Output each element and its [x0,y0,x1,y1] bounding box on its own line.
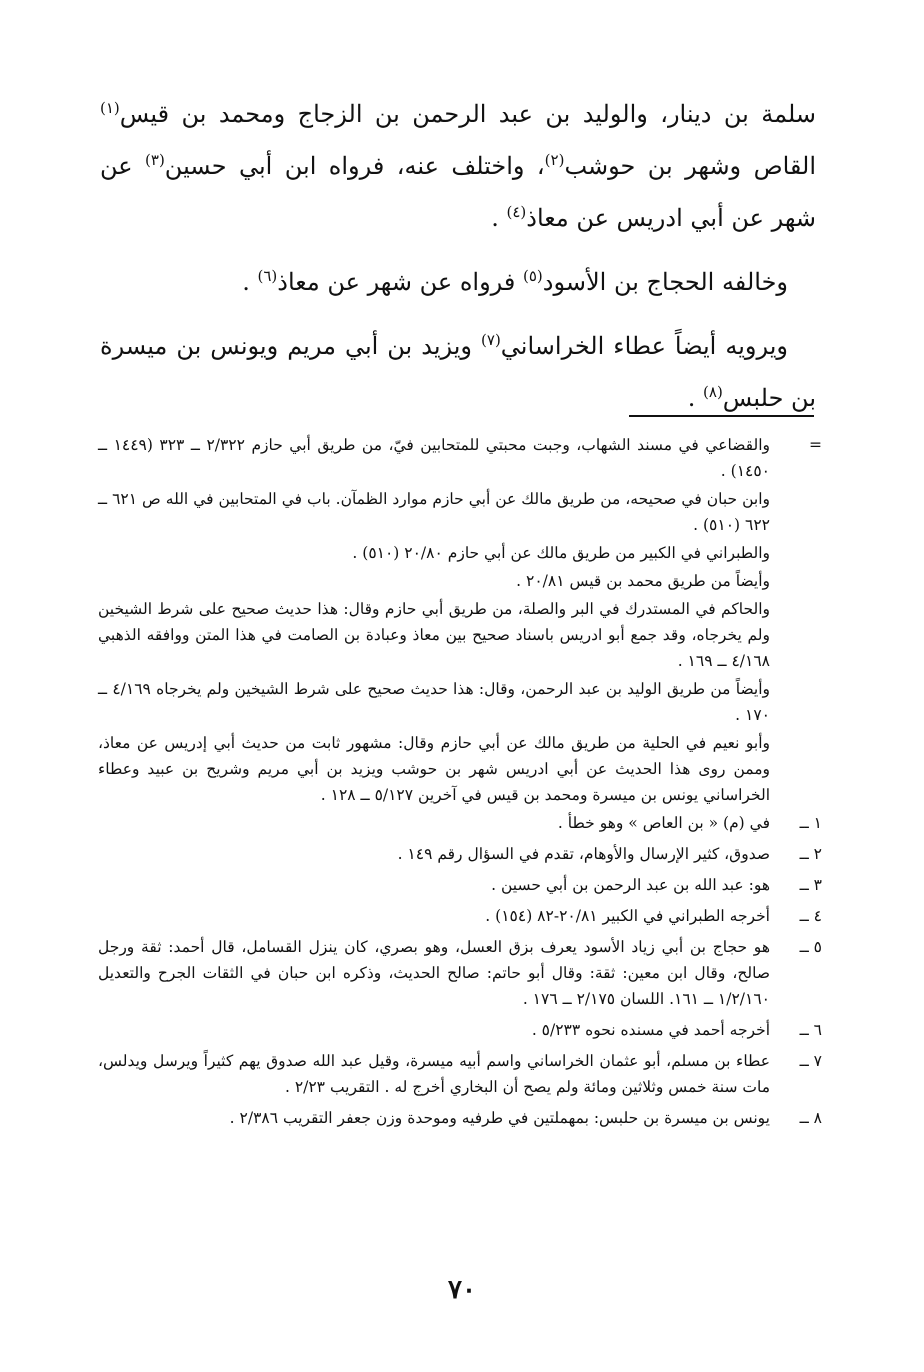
text-segment: . [242,268,258,296]
footnote-number: ٧ ــ [799,1052,822,1070]
footnote-ref[interactable]: (٢) [544,151,565,169]
footnote-1 [98,810,822,836]
footnote-text: يونس بن ميسرة بن حلبس: بمهملتين في طرفيه وموحدة وزن جعفر التقريب ٢/٣٨٦ . [229,1109,770,1127]
continuation-paragraph: وأيضاً من طريق الوليد بن عبد الرحمن، وقال: هذا حديث صحيح على شرط الشيخين ولم يخرجاه ٤/١٦٩ ــ ١٧٠ . [98,680,770,724]
footnote-3 [98,872,822,898]
continuation-paragraph: والطبراني في الكبير من طريق مالك عن أبي حازم ٢٠/٨٠ (٥١٠) . [352,544,770,562]
text-segment: القاص وشهر بن حوشب [564,152,817,180]
footnote-text: هو: عبد الله بن عبد الرحمن بن أبي حسين . [491,876,770,894]
continuation-paragraph: وأبو نعيم في الحلية من طريق مالك عن أبي حازم وقال: مشهور ثابت من حديث أبي إدريس عن معاذ، وممن روى هذا الحديث عن أبي ادريس شهر بن حوشب ويزيد بن أبي مريم وشريح بن عبيد وعطاء الخراساني يونس بن ميسرة ومحمد بن قيس في آخرين ٥/١٢٧ ــ ١٢٨ . [98,734,770,804]
footnote-text: أخرجه أحمد في مسنده نحوه ٥/٢٣٣ . [531,1021,770,1039]
footnote-separator [629,415,814,417]
footnote-text: أخرجه الطبراني في الكبير ٢٠/٨١-٨٢ (١٥٤) . [485,907,770,925]
footnote-text: عطاء بن مسلم، أبو عثمان الخراساني واسم أبيه ميسرة، وقيل عبد الله صدوق يهم كثيراً ويرسل ويدلس، مات سنة خمس وثلاثين ومائة ولم يصح أن البخاري أخرج له . التقريب ٢/٢٣ . [98,1052,770,1096]
footnote-number: ١ ــ [799,814,822,832]
footnote-number: ٢ ــ [799,845,822,863]
text-segment: فرواه عن شهر عن معاذ [277,268,523,296]
footnote-number: ٣ ــ [799,876,822,894]
footnote-ref[interactable]: (٣) [145,151,165,169]
page-number: ٧٠ [448,1275,476,1305]
main-paragraph-3 [100,320,816,424]
footnote-2 [98,841,822,867]
footnote-ref[interactable]: (٦) [257,267,278,285]
footnotes-area [98,432,822,1136]
continuation-paragraph: وأيضاً من طريق محمد بن قيس ٢٠/٨١ . [516,572,770,590]
footnote-ref[interactable]: (٨) [703,383,723,401]
footnote-4 [98,903,822,929]
main-paragraph-2 [100,256,816,308]
main-paragraph-1 [100,88,816,244]
footnote-6 [98,1017,822,1043]
text-segment: ويرويه أيضاً عطاء الخراساني [500,332,788,360]
text-segment: ويزيد بن أبي مريم ويونس بن ميسرة بن حلبس [100,332,816,412]
footnote-ref[interactable]: (٤) [506,203,527,221]
footnote-8 [98,1105,822,1131]
footnote-number: ٤ ــ [799,907,822,925]
text-segment: سلمة بن دينار، والوليد بن عبد الرحمن بن الزجاج ومحمد بن قيس [119,100,816,128]
footnote-5 [98,934,822,1012]
continuation-paragraph: وابن حبان في صحيحه، من طريق مالك عن أبي حازم موارد الظمآن. باب في المتحابين في الله ص ٦٢١ ــ ٦٢٢ (٥١٠) . [98,490,770,534]
text-segment: . [491,204,507,232]
text-segment: ، واختلف عنه، فرواه ابن أبي حسين [164,152,545,180]
continuation-marker: = [809,436,822,454]
footnote-number: ٥ ــ [799,938,822,956]
text-segment: وخالفه الحجاج بن الأسود [542,268,788,296]
footnote-text: صدوق، كثير الإرسال والأوهام، تقدم في السؤال رقم ١٤٩ . [397,845,770,863]
continuation-paragraph: والحاكم في المستدرك في البر والصلة، من طريق أبي حازم وقال: هذا حديث صحيح على شرط الشيخين ولم يخرجاه، وقد جمع أبو ادريس باسناد صحيح بين معاذ وعبادة بن الصامت في هذا المتن ووافقه الذهبي ٤/١٦٨ ــ ١٦٩ . [98,600,770,670]
footnote-number: ٨ ــ [799,1109,822,1127]
text-segment: . [687,384,704,412]
footnote-ref[interactable]: (٧) [481,331,501,349]
footnote-ref[interactable]: (١) [100,99,120,117]
footnote-ref[interactable]: (٥) [523,267,543,285]
main-text [100,88,816,424]
footnote-continuation [98,432,822,808]
footnote-7 [98,1048,822,1100]
text-segment: عن شهر عن أبي ادريس عن معاذ [100,152,816,232]
continuation-paragraph: والقضاعي في مسند الشهاب، وجبت محبتي للمتحابين فيّ، من طريق أبي حازم ٢/٣٢٢ ــ ٣٢٣ (١٤٤٩ ــ ١٤٥٠) . [98,436,770,480]
footnote-number: ٦ ــ [799,1021,822,1039]
footnote-text: هو حجاج بن أبي زياد الأسود يعرف بزق العسل، وهو بصري، كان ينزل القسامل، قال أحمد: ثقة ورجل صالح، وقال ابن معين: ثقة: وقال أبو حاتم: صالح الحديث، وذكره ابن حبان في الثقات الجرح والتعديل ١/٢/١٦٠ ــ ١٦١. اللسان ٢/١٧٥ ــ ١٧٦ . [98,938,770,1008]
footnote-text: في (م) « بن العاص » وهو خطأ . [557,814,770,832]
